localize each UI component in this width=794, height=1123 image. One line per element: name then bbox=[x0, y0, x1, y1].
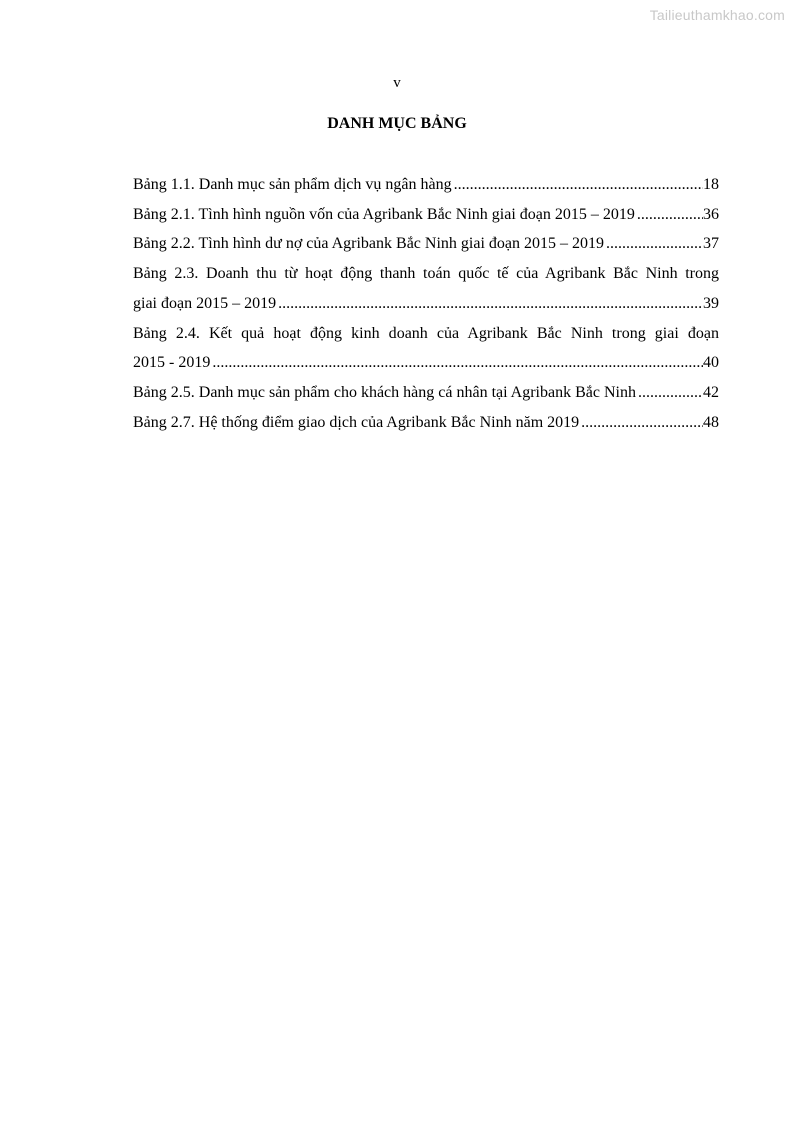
entry-page: 39 bbox=[703, 294, 719, 312]
dot-leader bbox=[581, 408, 703, 438]
watermark: Tailieuthamkhao.com bbox=[649, 7, 785, 23]
entry-title: giai đoạn 2015 – 2019 bbox=[133, 294, 277, 312]
list-item[interactable] bbox=[133, 259, 719, 318]
page-title: DANH MỤC BẢNG bbox=[327, 115, 467, 132]
list-item[interactable] bbox=[133, 378, 719, 408]
entry-page: 37 bbox=[703, 235, 719, 253]
entry-title: 2015 - 2019 bbox=[133, 354, 211, 372]
page-number: v bbox=[393, 75, 401, 91]
dot-leader bbox=[606, 229, 703, 259]
dot-leader bbox=[638, 378, 703, 408]
entry-page: 48 bbox=[703, 413, 719, 431]
entry-page: 42 bbox=[703, 383, 719, 401]
dot-leader bbox=[278, 289, 703, 319]
list-item[interactable] bbox=[133, 200, 719, 230]
list-item[interactable] bbox=[133, 408, 719, 438]
entry-title: Bảng 1.1. Danh mục sản phẩm dịch vụ ngân hàng bbox=[133, 176, 452, 193]
entry-title: Bảng 2.1. Tình hình nguồn vốn của Agribank Bắc Ninh giai đoạn 2015 – 2019 bbox=[133, 205, 635, 223]
entry-title-line1: Bảng 2.3. Doanh thu từ hoạt động thanh toán quốc tế của Agribank Bắc Ninh trong bbox=[133, 265, 719, 283]
entry-page: 18 bbox=[703, 176, 719, 193]
entry-title: Bảng 2.5. Danh mục sản phẩm cho khách hàng cá nhân tại Agribank Bắc Ninh bbox=[133, 383, 636, 401]
list-item[interactable] bbox=[133, 319, 719, 378]
entry-title: Bảng 2.2. Tình hình dư nợ của Agribank Bắc Ninh giai đoạn 2015 – 2019 bbox=[133, 235, 604, 253]
entry-title: Bảng 2.7. Hệ thống điểm giao dịch của Agribank Bắc Ninh năm 2019 bbox=[133, 413, 580, 431]
table-list bbox=[133, 170, 719, 437]
dot-leader bbox=[454, 170, 703, 200]
dot-leader bbox=[212, 348, 703, 378]
entry-page: 40 bbox=[703, 354, 719, 372]
dot-leader bbox=[637, 200, 703, 230]
list-item[interactable] bbox=[133, 229, 719, 259]
entry-page: 36 bbox=[703, 205, 719, 223]
list-item[interactable] bbox=[133, 170, 719, 200]
entry-title-line1: Bảng 2.4. Kết quả hoạt động kinh doanh của Agribank Bắc Ninh trong giai đoạn bbox=[133, 324, 719, 342]
